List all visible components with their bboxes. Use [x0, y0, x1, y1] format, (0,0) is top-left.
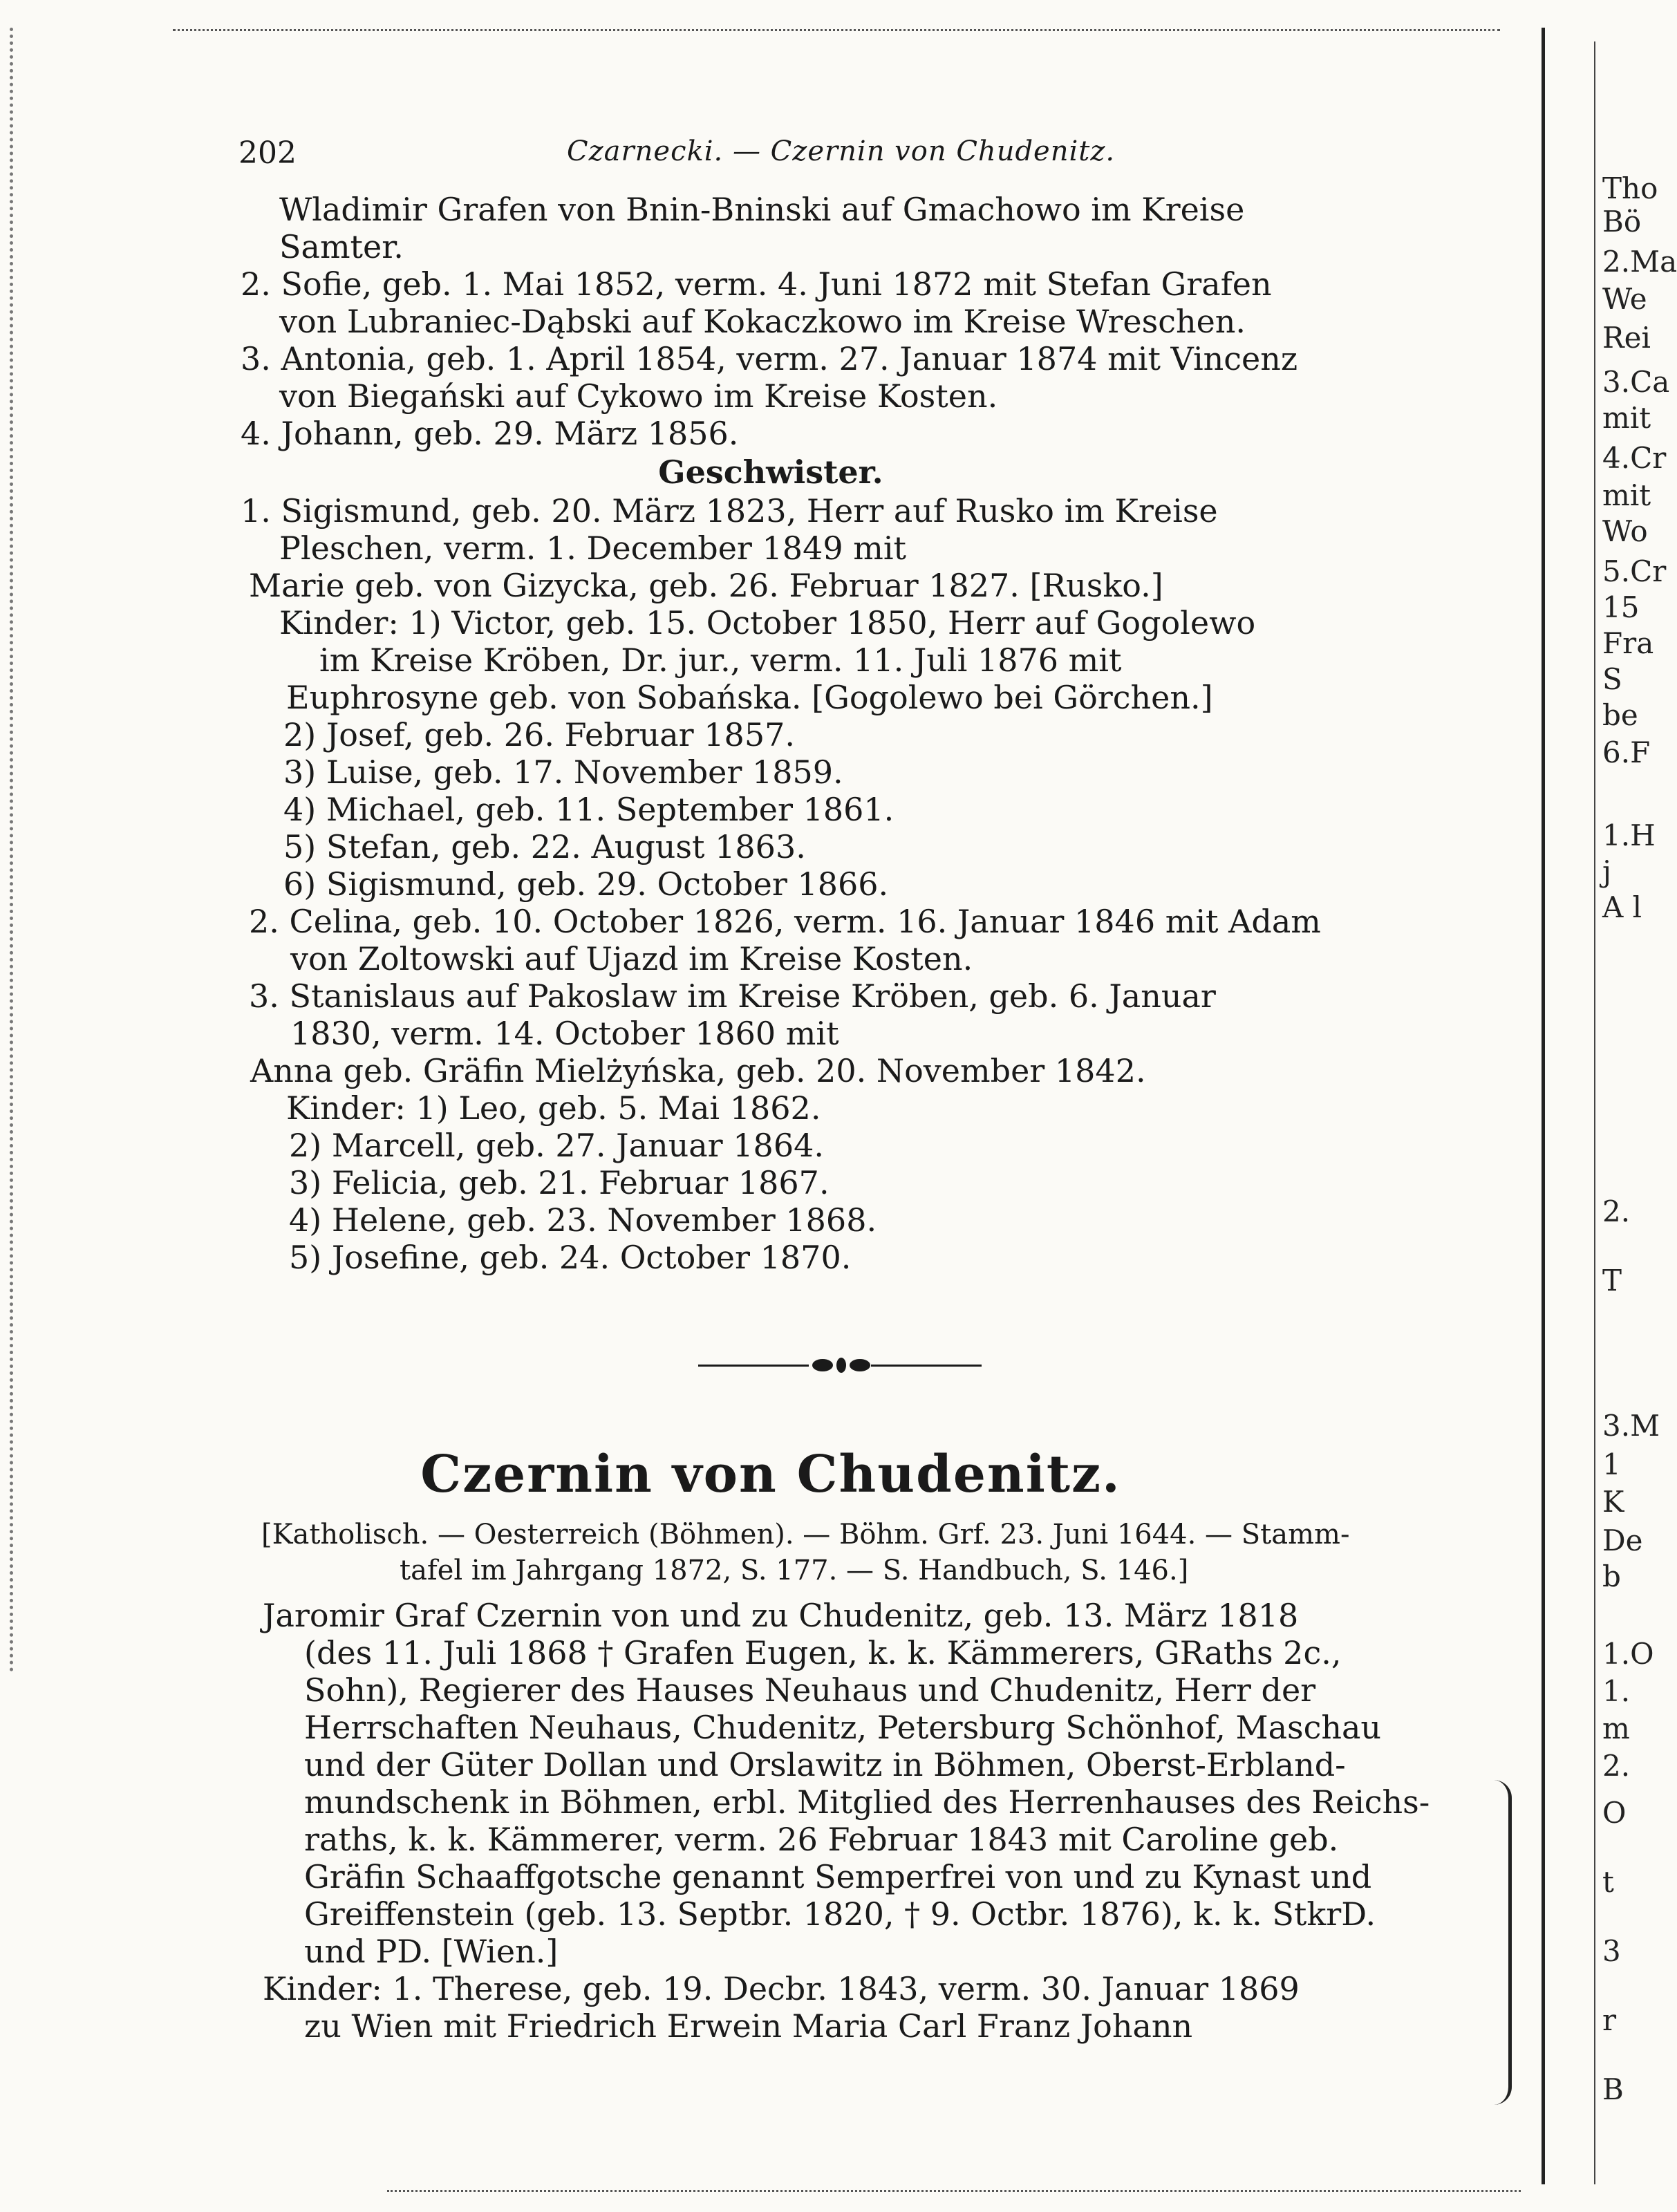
text-line: 2) Josef, geb. 26. Februar 1857. — [283, 716, 795, 753]
neighbor-page-fragment: 2. — [1602, 1749, 1631, 1783]
text-line: im Kreise Kröben, Dr. jur., verm. 11. Juli 1876 mit — [319, 641, 1122, 679]
text-line: 5) Josefine, geb. 24. October 1870. — [289, 1239, 852, 1276]
neighbor-page-fragment: mit — [1602, 401, 1651, 435]
text-line: 5) Stefan, geb. 22. August 1863. — [283, 828, 806, 865]
neighbor-page-fragment: A l — [1602, 890, 1642, 924]
neighbor-page-fragment: r — [1602, 2003, 1617, 2037]
text-line: Jaromir Graf Czernin von und zu Chudenitz, geb. 13. März 1818 — [263, 1597, 1299, 1634]
margin-bracket — [1490, 1780, 1512, 2105]
neighbor-page-fragment: De — [1602, 1524, 1643, 1557]
neighbor-page-fragment: Rei — [1602, 321, 1651, 355]
text-line: Euphrosyne geb. von Sobańska. [Gogolewo bei Görchen.] — [286, 679, 1213, 716]
neighbor-page-fragment: mit — [1602, 478, 1651, 512]
section-divider-ornament — [698, 1355, 982, 1376]
neighbor-page-fragment: 15 — [1602, 590, 1640, 624]
running-title: Czarnecki. — Czernin von Chudenitz. — [567, 135, 1116, 167]
text-line: mundschenk in Böhmen, erbl. Mitglied des Herrenhauses des Reichs- — [304, 1783, 1430, 1821]
neighbor-page-fragment: 1.H — [1602, 818, 1656, 852]
section-title: Czernin von Chudenitz. — [420, 1445, 1121, 1504]
text-line: Anna geb. Gräfin Mielżyńska, geb. 20. November 1842. — [250, 1052, 1146, 1089]
text-line: Kinder: 1) Victor, geb. 15. October 1850, Herr auf Gogolewo — [279, 604, 1256, 641]
neighbor-page-fragment: Fra — [1602, 626, 1654, 660]
text-line: von Biegański auf Cykowo im Kreise Kosten. — [279, 377, 998, 415]
page-number: 202 — [238, 135, 297, 171]
siblings-heading: Geschwister. — [658, 453, 883, 491]
text-line: raths, k. k. Kämmerer, verm. 26 Februar 1843 mit Caroline geb. — [304, 1821, 1339, 1858]
neighbor-page-fragment: j — [1602, 854, 1612, 888]
neighbor-page-fragment: 3 — [1602, 1934, 1621, 1968]
text-line: Herrschaften Neuhaus, Chudenitz, Petersburg Schönhof, Maschau — [304, 1709, 1382, 1746]
text-line: Samter. — [279, 228, 404, 265]
neighbor-page-fragment: We — [1602, 282, 1647, 316]
text-line: 4) Michael, geb. 11. September 1861. — [283, 791, 894, 828]
text-line: 2) Marcell, geb. 27. Januar 1864. — [289, 1127, 824, 1164]
neighbor-page-fragment: t — [1602, 1865, 1614, 1899]
text-line: Wladimir Grafen von Bnin-Bninski auf Gmachowo im Kreise — [279, 191, 1245, 228]
neighbor-page-fragment: 2. — [1602, 1194, 1631, 1228]
text-line: Kinder: 1. Therese, geb. 19. Decbr. 1843, verm. 30. Januar 1869 — [263, 1970, 1300, 2007]
text-line: 2. Sofie, geb. 1. Mai 1852, verm. 4. Juni 1872 mit Stefan Grafen — [241, 265, 1272, 303]
text-line: von Lubraniec-Dąbski auf Kokaczkowo im Kreise Wreschen. — [279, 303, 1246, 340]
text-line: 4. Johann, geb. 29. März 1856. — [241, 415, 739, 452]
gutter-line — [1542, 28, 1545, 2184]
neighbor-page-fragment: be — [1602, 698, 1638, 732]
text-line: 3. Stanislaus auf Pakoslaw im Kreise Kröben, geb. 6. Januar — [249, 977, 1216, 1015]
neighbor-page-fragment: 4.Cr — [1602, 441, 1667, 475]
text-line: 2. Celina, geb. 10. October 1826, verm. 16. Januar 1846 mit Adam — [249, 903, 1321, 940]
neighbor-page-fragment: Wo — [1602, 514, 1648, 548]
neighbor-page-fragment: T — [1602, 1264, 1622, 1297]
page-edge-speckle — [10, 28, 27, 1673]
text-line: 4) Helene, geb. 23. November 1868. — [289, 1201, 877, 1239]
neighbor-page-fragment: 3.M — [1602, 1409, 1660, 1443]
text-line: Greiffenstein (geb. 13. Septbr. 1820, † 9. Octbr. 1876), k. k. StkrD. — [304, 1895, 1376, 1933]
neighbor-page-fragment: m — [1602, 1712, 1630, 1745]
text-line: (des 11. Juli 1868 † Grafen Eugen, k. k. Kämmerers, GRaths 2c., — [304, 1634, 1342, 1671]
text-line: 3) Felicia, geb. 21. Februar 1867. — [289, 1164, 830, 1201]
neighbor-page-fragment: S — [1602, 662, 1622, 696]
neighbor-page-fragment: K — [1602, 1485, 1624, 1519]
text-line: Pleschen, verm. 1. December 1849 mit — [279, 529, 907, 567]
text-line: Sohn), Regierer des Hauses Neuhaus und Chudenitz, Herr der — [304, 1671, 1316, 1709]
neighbor-page-fragment: 1.O — [1602, 1637, 1654, 1671]
text-line: Marie geb. von Gizycka, geb. 26. Februar 1827. [Rusko.] — [249, 567, 1163, 604]
text-line: 6) Sigismund, geb. 29. October 1866. — [283, 865, 889, 903]
neighbor-page-fragment: 6.F — [1602, 735, 1651, 769]
text-line: Kinder: 1) Leo, geb. 5. Mai 1862. — [286, 1089, 821, 1127]
text-line: Gräfin Schaaffgotsche genannt Semperfrei von und zu Kynast und — [304, 1858, 1372, 1895]
text-line: und der Güter Dollan und Orslawitz in Böhmen, Oberst-Erbland- — [304, 1746, 1346, 1783]
neighbor-page-fragment: 5.Cr — [1602, 554, 1667, 588]
text-line: 3) Luise, geb. 17. November 1859. — [283, 753, 843, 791]
neighbor-page-fragment: O — [1602, 1796, 1627, 1830]
neighbor-page-fragment: Bö — [1602, 205, 1642, 238]
neighbor-page-fragment: 2.Ma — [1602, 245, 1677, 279]
text-line: zu Wien mit Friedrich Erwein Maria Carl Franz Johann — [304, 2007, 1193, 2045]
section-meta-line: [Katholisch. — Oesterreich (Böhmen). — Böhm. Grf. 23. Juni 1644. — Stamm- — [261, 1519, 1350, 1550]
neighbor-page-fragment: Tho — [1602, 171, 1658, 205]
bottom-border — [387, 2190, 1521, 2192]
neighbor-page-fragment: 3.Ca — [1602, 365, 1670, 399]
neighbor-page-fragment: B — [1602, 2072, 1624, 2106]
neighbor-page-fragment: 1 — [1602, 1447, 1621, 1481]
text-line: 1. Sigismund, geb. 20. März 1823, Herr auf Rusko im Kreise — [241, 492, 1218, 529]
neighbor-page-fragment: 1. — [1602, 1674, 1631, 1708]
top-border — [173, 29, 1500, 31]
text-line: 1830, verm. 14. October 1860 mit — [290, 1015, 839, 1052]
section-meta-line: tafel im Jahrgang 1872, S. 177. — S. Handbuch, S. 146.] — [400, 1555, 1189, 1586]
text-line: 3. Antonia, geb. 1. April 1854, verm. 27. Januar 1874 mit Vincenz — [241, 340, 1298, 377]
text-line: von Zoltowski auf Ujazd im Kreise Kosten. — [290, 940, 973, 977]
gutter-line-thin — [1594, 41, 1595, 2184]
text-line: und PD. [Wien.] — [304, 1933, 559, 1970]
neighbor-page-fragment: b — [1602, 1559, 1621, 1593]
